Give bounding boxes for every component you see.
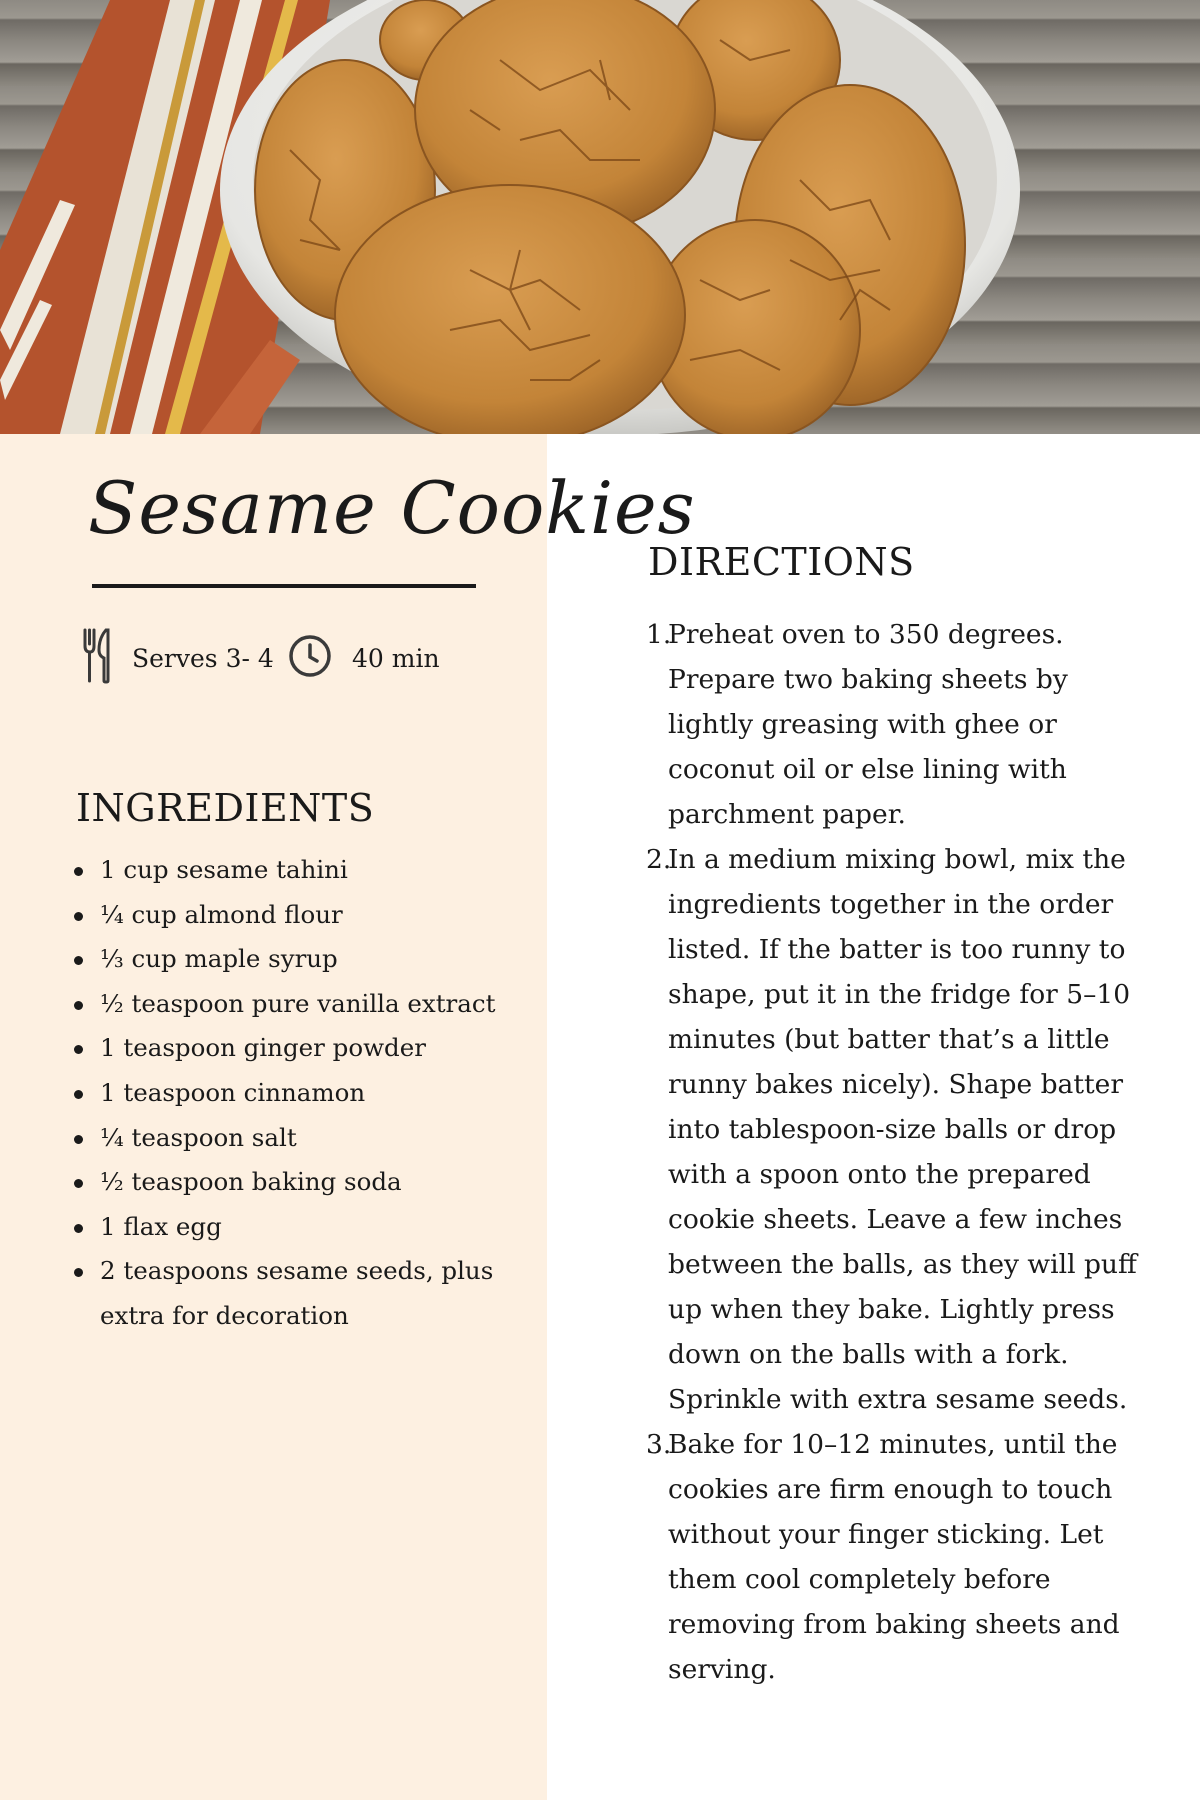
ingredient-item: ¼ cup almond flour	[70, 893, 510, 938]
ingredient-item: ¼ teaspoon salt	[70, 1116, 510, 1161]
step-text: Bake for 10–12 minutes, until the cookies are firm enough to touch without your finger sticking. Let them cool completely before removing from baking sheets and serving.	[668, 1429, 1120, 1685]
step-number: 1.	[646, 619, 672, 650]
ingredient-item: 1 flax egg	[70, 1205, 510, 1250]
ingredient-item: ⅓ cup maple syrup	[70, 937, 510, 982]
ingredient-item: 1 teaspoon cinnamon	[70, 1071, 510, 1116]
serves-label: Serves 3- 4	[132, 643, 274, 673]
step-number: 2.	[646, 844, 672, 875]
fork-knife-icon	[82, 628, 112, 688]
step-number: 3.	[646, 1429, 672, 1460]
ingredient-item: 2 teaspoons sesame seeds, plus extra for decoration	[70, 1249, 510, 1338]
hero-photo	[0, 0, 1200, 434]
ingredient-item: 1 cup sesame tahini	[70, 848, 510, 893]
ingredient-item: 1 teaspoon ginger powder	[70, 1026, 510, 1071]
direction-step	[642, 612, 1152, 837]
clock-icon	[288, 634, 332, 682]
cookies-bowl-illustration	[0, 0, 1200, 434]
ingredients-list	[70, 848, 510, 1339]
directions-list	[642, 612, 1152, 1692]
ingredient-item: ½ teaspoon baking soda	[70, 1160, 510, 1205]
directions-heading: DIRECTIONS	[648, 540, 915, 584]
serves-info	[82, 628, 274, 688]
title-divider	[92, 584, 476, 588]
direction-step	[642, 1422, 1152, 1692]
ingredients-heading: INGREDIENTS	[76, 786, 375, 830]
direction-step	[642, 837, 1152, 1422]
time-label: 40 min	[352, 643, 440, 673]
recipe-title: Sesame Cookies	[88, 466, 696, 550]
ingredient-item: ½ teaspoon pure vanilla extract	[70, 982, 510, 1027]
step-text: In a medium mixing bowl, mix the ingredients together in the order listed. If the batter is too runny to shape, put it in the fridge for 5–10 minutes (but batter that’s a little runny bakes nicely). Shape batter into tablespoon-size balls or drop with a spoon onto the prepared cookie sheets. Leave a few inches between the balls, as they will puff up when they bake. Lightly press down on the balls with a fork. Sprinkle with extra sesame seeds.	[668, 844, 1137, 1415]
time-info	[288, 628, 440, 688]
step-text: Preheat oven to 350 degrees. Prepare two baking sheets by lightly greasing with ghee or coconut oil or else lining with parchment paper.	[668, 619, 1068, 830]
